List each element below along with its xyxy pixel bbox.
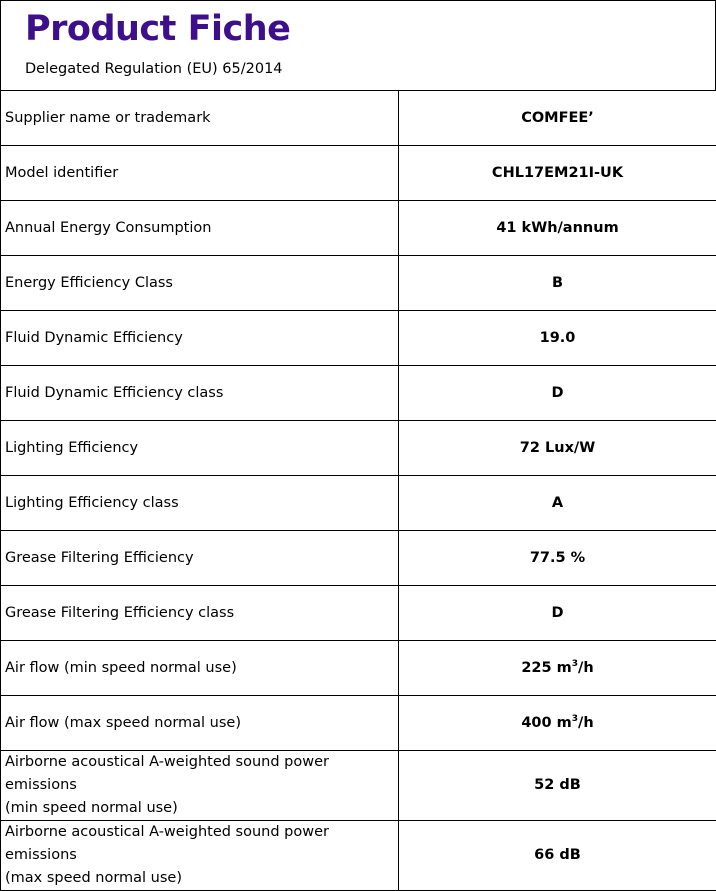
row-label (1, 751, 399, 821)
cubic-superscript: 3 (572, 714, 578, 724)
row-value: 72 Lux/W (399, 421, 716, 476)
table-row (1, 641, 716, 696)
row-value: 41 kWh/annum (399, 201, 716, 256)
row-value: D (399, 586, 716, 641)
table-row (1, 201, 716, 256)
per-hour-suffix: /h (578, 715, 594, 731)
row-label: Air flow (min speed normal use) (1, 641, 399, 696)
cubic-superscript: 3 (572, 659, 578, 669)
row-value: D (399, 366, 716, 421)
per-hour-suffix: /h (578, 660, 594, 676)
row-label: Annual Energy Consumption (1, 201, 399, 256)
row-label: Supplier name or trademark (1, 91, 399, 146)
row-value (399, 696, 716, 751)
product-fiche-table (0, 90, 716, 891)
airflow-max-number: 400 m (521, 715, 571, 731)
table-row (1, 421, 716, 476)
table-row (1, 531, 716, 586)
table-row (1, 366, 716, 421)
table-row (1, 91, 716, 146)
row-label: Air flow (max speed normal use) (1, 696, 399, 751)
row-label: Grease Filtering Efficiency class (1, 586, 399, 641)
regulation-subtitle: Delegated Regulation (EU) 65/2014 (25, 61, 283, 77)
row-label: Model identifier (1, 146, 399, 201)
fiche-header (0, 0, 716, 91)
row-value: COMFEE’ (399, 91, 716, 146)
row-label: Lighting Efficiency (1, 421, 399, 476)
row-label: Lighting Efficiency class (1, 476, 399, 531)
table-row (1, 146, 716, 201)
row-label-line1: Airborne acoustical A-weighted sound power emissions (5, 824, 329, 863)
row-value: 77.5 % (399, 531, 716, 586)
row-label (1, 821, 399, 891)
row-value: CHL17EM21I-UK (399, 146, 716, 201)
row-value: 66 dB (399, 821, 716, 891)
row-value: 19.0 (399, 311, 716, 366)
table-row (1, 311, 716, 366)
airflow-min-number: 225 m (521, 660, 571, 676)
table-row (1, 586, 716, 641)
row-value: A (399, 476, 716, 531)
row-value: 52 dB (399, 751, 716, 821)
row-label: Energy Efficiency Class (1, 256, 399, 311)
page-title: Product Fiche (25, 9, 290, 49)
row-label: Fluid Dynamic Efficiency class (1, 366, 399, 421)
table-row (1, 256, 716, 311)
table-row (1, 821, 716, 891)
row-label-line2: (max speed normal use) (5, 870, 182, 886)
row-label: Grease Filtering Efficiency (1, 531, 399, 586)
table-row (1, 751, 716, 821)
row-label-line1: Airborne acoustical A-weighted sound power emissions (5, 754, 329, 793)
row-value (399, 641, 716, 696)
row-value: B (399, 256, 716, 311)
table-row (1, 696, 716, 751)
table-row (1, 476, 716, 531)
row-label: Fluid Dynamic Efficiency (1, 311, 399, 366)
row-label-line2: (min speed normal use) (5, 800, 178, 816)
